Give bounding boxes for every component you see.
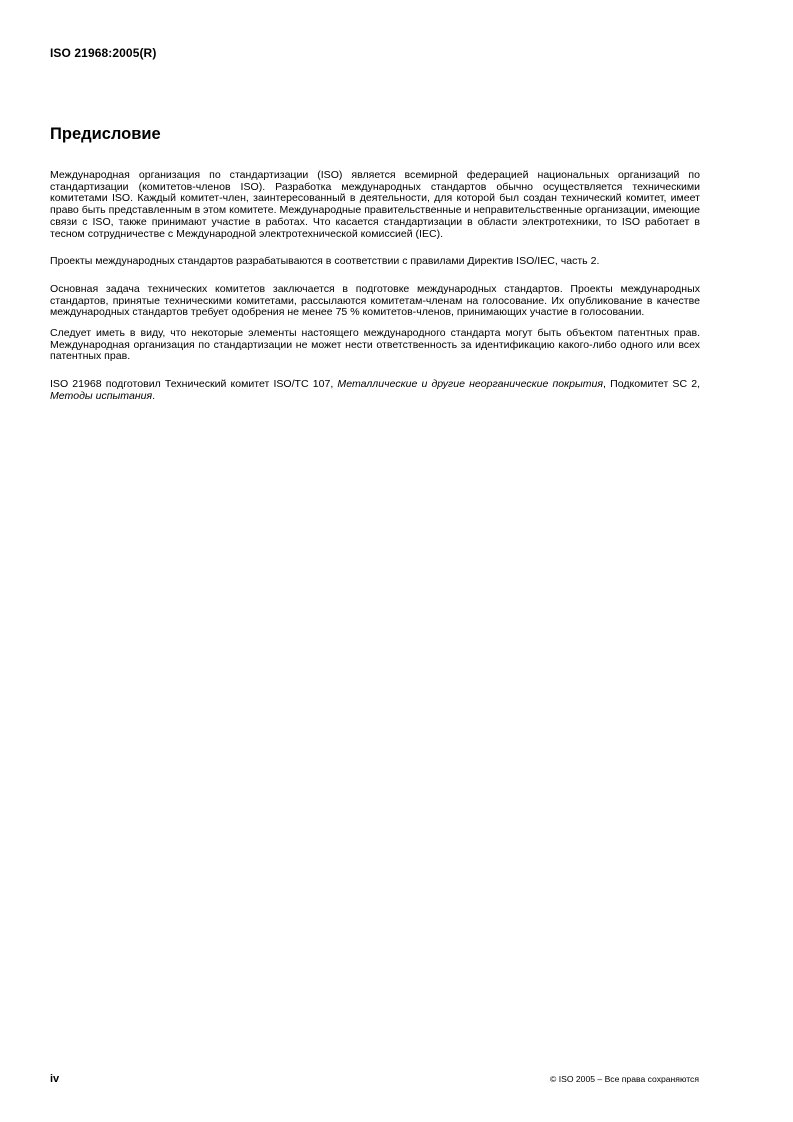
paragraph-5-subcommittee-title: Методы испытания xyxy=(50,389,153,402)
page-number: iv xyxy=(50,1073,60,1085)
copyright-notice: © ISO 2005 – Все права сохраняются xyxy=(549,1074,699,1084)
paragraph-5-committee-title: Металлические и другие неорганические покрытия xyxy=(337,378,604,391)
foreword-body xyxy=(50,170,700,419)
paragraph-3: Основная задача технических комитетов заключается в подготовке международных стандартов. Проекты международных стандартов, принятые техническими комитетами, рассылаются комитетам-членам на голосование. Их опубликование в качестве международных стандартов требует одобрения не менее 75 % комитетов-членов, принимающих участие в голосовании. xyxy=(50,282,700,319)
paragraph-5 xyxy=(50,379,700,402)
section-title: Предисловие xyxy=(50,125,161,143)
paragraph-1: Международная организация по стандартизации (ISO) является всемирной федерацией национальных организаций по стандартизации (комитетов-членов ISO). Разработка международных стандартов обычно осуществляется техническими комитетами ISO. Каждый комитет-член, заинтересованный в деятельности, для которой был создан технический комитет, имеет право быть представленным в этом комитете. Международные правительственные и неправительственные организации, имеющие связи с ISO, также принимают участие в работах. Что касается стандартизации в области электротехники, то ISO работает в тесном сотрудничестве с Международной электротехнической комиссией (IEC). xyxy=(50,169,700,240)
paragraph-5-text-3: . xyxy=(152,389,156,402)
document-id: ISO 21968:2005(R) xyxy=(50,46,157,60)
paragraph-5-text-2: , Подкомитет SC 2, xyxy=(603,378,700,391)
paragraph-4: Следует иметь в виду, что некоторые элементы настоящего международного стандарта могут быть объектом патентных прав. Международная организация по стандартизации не может нести ответственность за идентификацию какого-либо одного или всех патентных прав. xyxy=(50,327,700,363)
paragraph-5-text-1: ISO 21968 подготовил Технический комитет ISO/TC 107, xyxy=(50,378,338,391)
paragraph-2: Проекты международных стандартов разрабатываются в соответствии с правилами Директив ISO/IEC, часть 2. xyxy=(50,255,600,268)
